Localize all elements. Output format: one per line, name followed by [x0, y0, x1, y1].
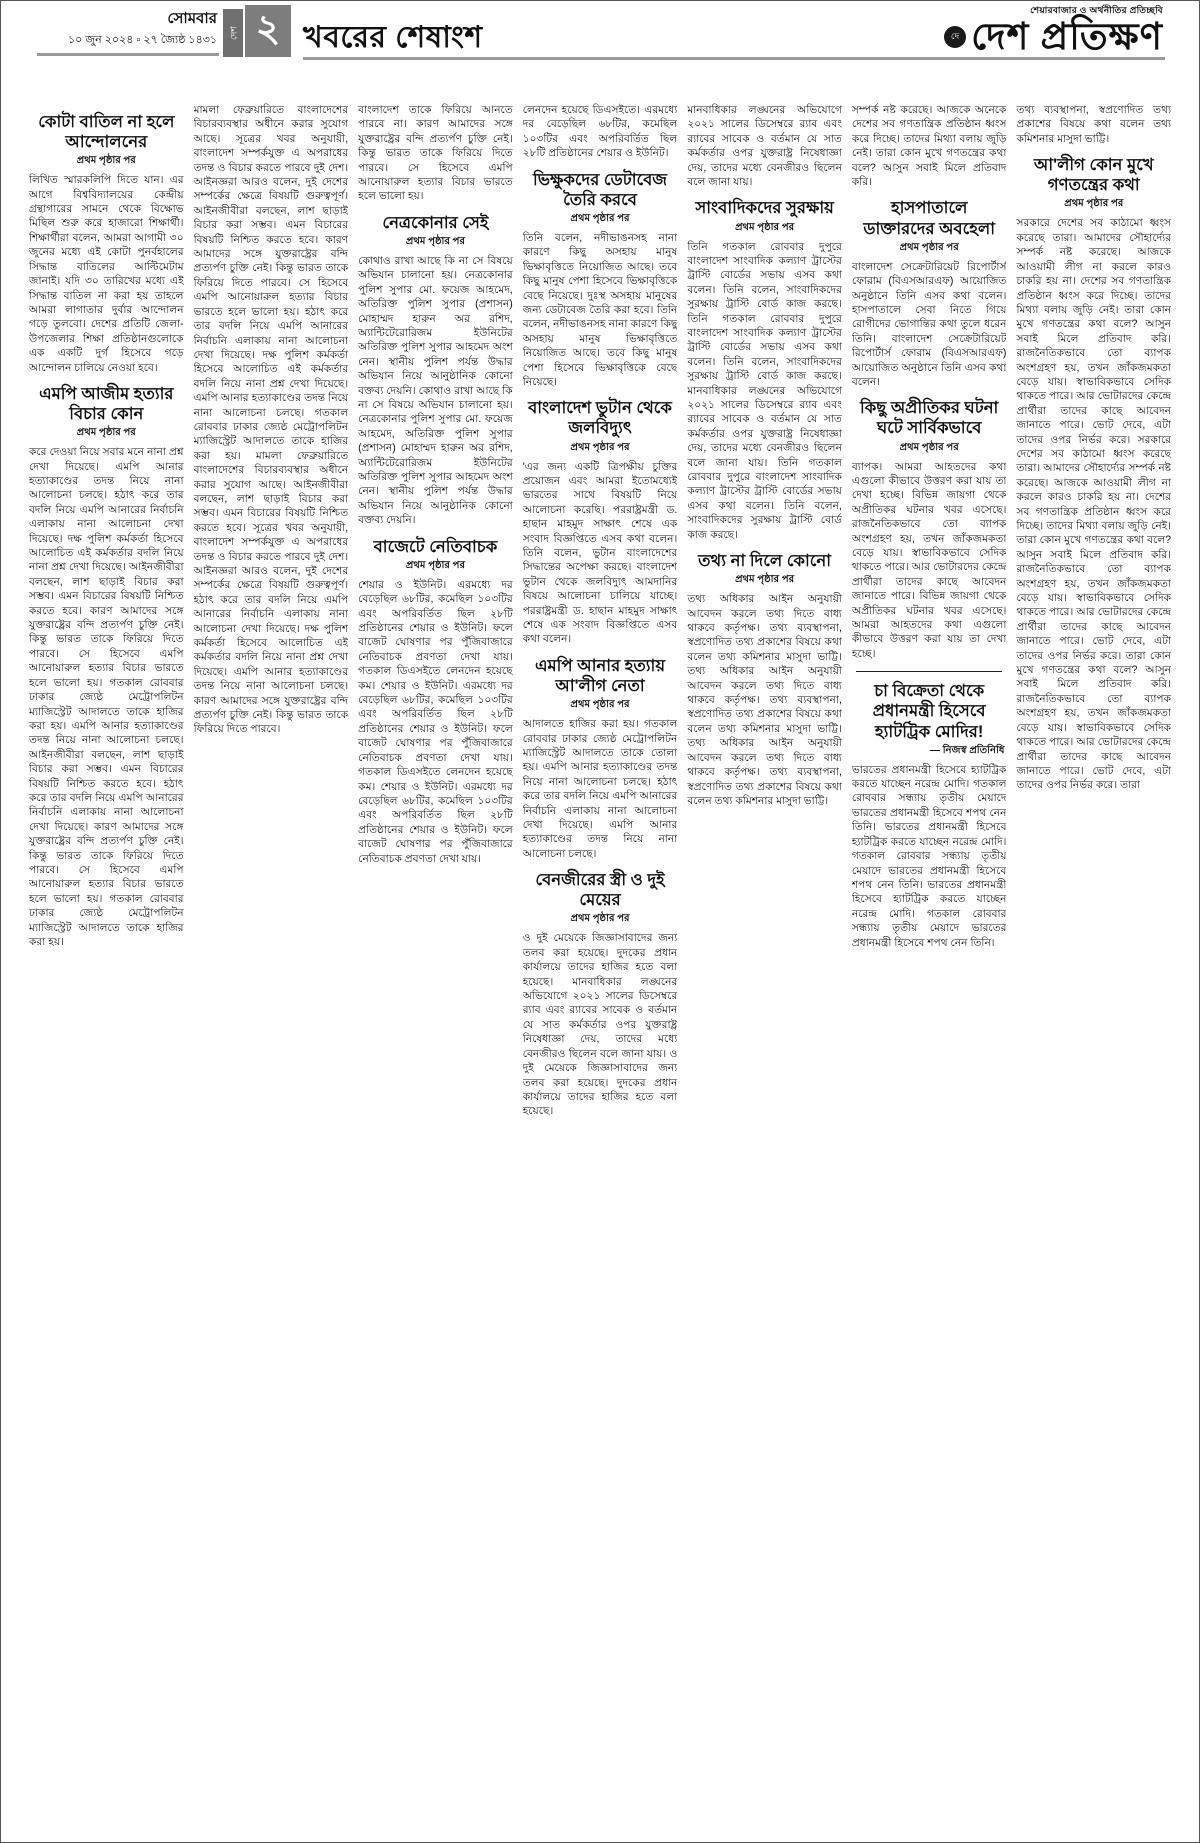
header-rule-main	[303, 57, 1165, 60]
article-body: মানবাধিকার লঙ্ঘনের অভিযোগে ২০২১ সালের ডিসেম্বরে র‍্যাব এবং র‍্যাবের সাবেক ও বর্তমান যে সাত কর্মকর্তার ওপর যুক্তরাষ্ট্র নিষেধাজ্ঞা দেয়, তাদের মধ্যে বেনজীরও ছিলেন বলে জানা যায়।	[687, 104, 842, 189]
article-body: ও দুই মেয়েকে জিজ্ঞাসাবাদের জন্য তলব করা হয়েছে। দুদকের প্রধান কার্যালয়ে তাদের হাজির হতে বলা হয়েছে। মানবাধিকার লঙ্ঘনের অভিযোগে ২০২১ সালের ডিসেম্বরে র‍্যাব এবং র‍্যাবের সাবেক ও বর্তমান যে সাত কর্মকর্তার ওপর যুক্তরাষ্ট্র নিষেধাজ্ঞা দেয়, তাদের মধ্যে বেনজীরও ছিলেন বলে জানা যায়। ও দুই মেয়েকে জিজ্ঞাসাবাদের জন্য তলব করা হয়েছে। দুদকের প্রধান কার্যালয়ে তাদের হাজির হতে বলা হয়েছে।	[522, 932, 678, 1118]
article-headline: আ'লীগ কোন মুখে গণতন্ত্রের কথা	[1033, 156, 1154, 195]
article-headline: কিছু অপ্রীতিকর ঘটনা ঘটে সার্বিকভাবে	[860, 399, 999, 438]
column-3	[358, 103, 513, 1838]
article-body: লেনদেন হয়েছে ডিএসইতে। এরমধ্যে দর বেড়েছিল ৬৮টির, কমেছিল ১০৩টির এবং অপরিবর্তিত ছিল ২৮টি প্রতিষ্ঠানের শেয়ার ও ইউনিট।	[522, 104, 678, 160]
section-title: খবরের শেষাংশ	[303, 21, 483, 54]
article-headline: সাংবাদিকদের সুরক্ষায়	[695, 199, 834, 218]
continued-from-label: প্রথম পৃষ্ঠার পর	[735, 221, 795, 233]
date-block	[37, 11, 217, 50]
continued-from-label: প্রথম পৃষ্ঠার পর	[570, 441, 630, 453]
column-2	[194, 103, 349, 1838]
continued-from-label: প্রথম পৃষ্ঠার পর	[1064, 198, 1124, 210]
column-1	[29, 103, 184, 1838]
continued-from-label: প্রথম পৃষ্ঠার পর	[405, 559, 465, 571]
mini-logo: দেশ	[223, 9, 243, 57]
header-rule-left	[37, 53, 219, 56]
continued-from-label: প্রথম পৃষ্ঠার পর	[570, 212, 630, 224]
article-headline: বাজেটে নেতিবাচক	[373, 537, 498, 556]
continued-from-label: প্রথম পৃষ্ঠার পর	[76, 155, 136, 167]
column-6	[852, 103, 1007, 1838]
columns-container	[1, 97, 1199, 1838]
weekday-label: সোমবার	[167, 10, 217, 27]
continued-from-label: প্রথম পৃষ্ঠার পর	[899, 441, 959, 453]
column-4	[523, 103, 678, 1838]
continued-from-label: প্রথম পৃষ্ঠার পর	[405, 235, 465, 247]
article-body: সরকারে দেশের সব কাঠামো ধ্বংস করেছে তারা। আমাদের সৌহার্দ্যের সম্পর্ক নষ্ট করেছে। আজকে আওয়ামী লীগ না করলে কারও চাকরি হয় না। দেশের সব গণতান্ত্রিক প্রতিষ্ঠান ধ্বংস করে দিচ্ছে। তাদের মিথ্যা বলায় জুড়ি নেই। তারা কোন মুখে গণতন্ত্রের কথা বলে? আসুন সবাই মিলে প্রতিবাদ করি। রাজনৈতিকভাবে তো ব্যাপক অংশগ্রহণ হয়, তখন জাঁকজমকতা বেড়ে যায়। স্বাভাবিকভাবে সেদিক থাকতে পারে। আর ভোটারদের কেন্দ্রে প্রার্থীরা তাদের কাছে আবেদন জানাতে পারে। ভোট দেবে, এটা তাদের ওপর নির্ভর করে। সরকারে দেশের সব কাঠামো ধ্বংস করেছে তারা। আমাদের সৌহার্দ্যের সম্পর্ক নষ্ট করেছে। আজকে আওয়ামী লীগ না করলে কারও চাকরি হয় না। দেশের সব গণতান্ত্রিক প্রতিষ্ঠান ধ্বংস করে দিচ্ছে। তাদের মিথ্যা বলায় জুড়ি নেই। তারা কোন মুখে গণতন্ত্রের কথা বলে? আসুন সবাই মিলে প্রতিবাদ করি। রাজনৈতিকভাবে তো ব্যাপক অংশগ্রহণ হয়, তখন জাঁকজমকতা বেড়ে যায়। স্বাভাবিকভাবে সেদিক থাকতে পারে। আর ভোটারদের কেন্দ্রে প্রার্থীরা তাদের কাছে আবেদন জানাতে পারে। ভোট দেবে, এটা তাদের ওপর নির্ভর করে। তারা কোন মুখে গণতন্ত্রের কথা বলে? আসুন সবাই মিলে প্রতিবাদ করি। রাজনৈতিকভাবে তো ব্যাপক অংশগ্রহণ হয়, তখন জাঁকজমকতা বেড়ে যায়। স্বাভাবিকভাবে সেদিক থাকতে পারে। আর ভোটারদের কেন্দ্রে প্রার্থীরা তাদের কাছে আবেদন জানাতে পারে। ভোট দেবে, এটা তাদের ওপর নির্ভর করে। তারা	[1016, 217, 1172, 792]
article-body: বাংলাদেশ তাকে ফিরিয়ে আনতে পারবে না। কারণ আমাদের সঙ্গে যুক্তরাষ্ট্রের বন্দি প্রত্যর্পণ চুক্তি নেই। কিন্তু ভারত তাকে ফিরিয়ে দিতে পারবে। সে হিসেবে এমপি আনোয়ারুল হত্যার বিচার ভারতে হলে ভালো হয়।	[358, 104, 513, 203]
article-headline: কোটা বাতিল না হলে আন্দোলনের	[38, 113, 175, 152]
page-number: ২	[255, 8, 281, 50]
article-body: বাংলাদেশ সেক্রেটারিয়েট রিপোর্টার্স ফোরাম (বিএসআরএফ) আয়োজিত অনুষ্ঠানে তিনি এসব কথা বলেন। হাসপাতালে সেবা নিতে গিয়ে রোগীদের ভোগান্তির কথা তুলে ধরেন তিনি। বাংলাদেশ সেক্রেটারিয়েট রিপোর্টার্স ফোরাম (বিএসআরএফ) আয়োজিত অনুষ্ঠানে তিনি এসব কথা বলেন।	[851, 260, 1007, 388]
masthead	[944, 3, 1163, 55]
masthead-emblem-icon: দে	[944, 26, 966, 48]
article-headline: তথ্য না দিলে কোনো	[698, 552, 832, 571]
article-headline: হাসপাতালে ডাক্তারদের অবহেলা	[863, 199, 995, 238]
article-headline: ভিক্ষুকদের ডেটাবেজ তৈরি করবে	[532, 170, 668, 209]
article-headline: এমপি আজীম হত্যার বিচার কোন	[39, 384, 174, 424]
continued-from-label: প্রথম পৃষ্ঠার পর	[76, 427, 136, 439]
article-divider	[856, 671, 1003, 672]
masthead-tagline: শেয়ারবাজার ও অর্থনীতির প্রতিচ্ছবি	[1030, 5, 1163, 15]
article-body: তথ্য ব্যবস্থাপনা, স্বপ্রণোদিত তথ্য প্রকাশের বিষয়ে কথা বলেন তথ্য কমিশনার মাসুদা ভাট্টি।	[1016, 104, 1172, 145]
masthead-title: দেশ প্রতিক্ষণ	[971, 16, 1163, 57]
article-body: তথ্য অধিকার আইন অনুযায়ী আবেদন করলে তথ্য দিতে বাধ্য থাকবে কর্তৃপক্ষ। তথ্য ব্যবস্থাপনা, স্বপ্রণোদিত তথ্য প্রকাশের বিষয়ে কথা বলেন তথ্য কমিশনার মাসুদা ভাট্টি। তথ্য অধিকার আইন অনুযায়ী আবেদন করলে তথ্য দিতে বাধ্য থাকবে কর্তৃপক্ষ। তথ্য ব্যবস্থাপনা, স্বপ্রণোদিত তথ্য প্রকাশের বিষয়ে কথা বলেন তথ্য কমিশনার মাসুদা ভাট্টি। তথ্য অধিকার আইন অনুযায়ী আবেদন করলে তথ্য দিতে বাধ্য থাকবে কর্তৃপক্ষ। তথ্য ব্যবস্থাপনা, স্বপ্রণোদিত তথ্য প্রকাশের বিষয়ে কথা বলেন তথ্য কমিশনার মাসুদা ভাট্টি।	[687, 593, 842, 807]
page-number-box	[245, 5, 291, 57]
article-headline: নেত্রকোনার সেই	[382, 213, 489, 232]
article-body: লিখিত স্মারকলিপি দিতে যান। এর আগে বিশ্ববিদ্যালয়ের কেন্দ্রীয় গ্রন্থাগারের সামনে থেকে বিক্ষোভ মিছিল শুরু করে হাজারো শিক্ষার্থী। শিক্ষার্থীরা বলেন, আমরা আগামী ৩০ জুনের মধ্যে এই কোটা পুনর্বহালের সিদ্ধান্ত বাতিলের আল্টিমেটাম জানাই। যদি ৩০ তারিখের মধ্যে এই সিদ্ধান্ত বাতিল না করা হয় তাহলে আমরা লাগাতার দুর্বার আন্দোলন গড়ে তুলবো। দেশের প্রতিটি জেলা-উপজেলার শিক্ষা প্রতিষ্ঠানগুলোকে এক একটি দুর্গ হিসেবে গড়ে আন্দোলন চালিয়ে নেওয়া হবে।	[29, 174, 184, 374]
article-body: করে দেওয়া নিয়ে সবার মনে নানা প্রশ্ন দেখা দিয়েছে। এমপি আনার হত্যাকাণ্ডের তদন্ত নিয়ে নানা আলোচনা চলছে। হঠাৎ করে তার বদলি নিয়ে এমপি আনারের নির্বাচনি এলাকায় নানা আলোচনা দেখা দিয়েছে। দক্ষ পুলিশ কর্মকর্তা হিসেবে আলোচিত এই কর্মকর্তার বদলি নিয়ে নানা প্রশ্ন দেখা দিয়েছে। আইনজীবীরা বলছেন, লাশ ছাড়াই বিচার করা সম্ভব। এমন বিচারের বিষয়টি নিশ্চিত করতে হবে। কারণ আমাদের সঙ্গে যুক্তরাষ্ট্রের বন্দি প্রত্যর্পণ চুক্তি নেই। কিন্তু ভারত তাকে ফিরিয়ে দিতে পারবে। সে হিসেবে এমপি আনোয়ারুল হত্যার বিচার ভারতে হলে ভালো হয়। গতকাল রোববার ঢাকার জ্যেষ্ঠ মেট্রোপলিটন ম্যাজিস্ট্রেট আদালতে তাকে হাজির করা হয়। এমপি আনার হত্যাকাণ্ডের তদন্ত নিয়ে নানা আলোচনা চলছে। আইনজীবীরা বলছেন, লাশ ছাড়াই বিচার করা সম্ভব। এমন বিচারের বিষয়টি নিশ্চিত করতে হবে। হঠাৎ করে তার বদলি নিয়ে এমপি আনারের নির্বাচনি এলাকায় নানা আলোচনা দেখা দিয়েছে। কারণ আমাদের সঙ্গে যুক্তরাষ্ট্রের বন্দি প্রত্যর্পণ চুক্তি নেই। কিন্তু ভারত তাকে ফিরিয়ে দিতে পারবে। সে হিসেবে এমপি আনোয়ারুল হত্যার বিচার ভারতে হলে ভালো হয়। গতকাল রোববার ঢাকার জ্যেষ্ঠ মেট্রোপলিটন ম্যাজিস্ট্রেট আদালতে তাকে হাজির করা হয়।	[29, 446, 184, 948]
article-headline: এমপি আনার হত্যায় আ'লীগ নেতা	[534, 656, 666, 695]
article-body: কোথাও রাখা আছে কি না সে বিষয়ে অভিযান চালানো হয়। নেত্রকোনার পুলিশ সুপার মো. ফয়েজ আহমেদ, অতিরিক্ত পুলিশ সুপার (প্রশাসন) মোহাম্মদ হারুন অর রশিদ, অ্যান্টিটেরোরিজম ইউনিটের অতিরিক্ত পুলিশ সুপার আহমেদ অংশ নেন। স্থানীয় পুলিশ পর্যন্ত উদ্ধার অভিযান নিয়ে আনুষ্ঠানিক কোনো বক্তব্য দেয়নি। কোথাও রাখা আছে কি না সে বিষয়ে অভিযান চালানো হয়। নেত্রকোনার পুলিশ সুপার মো. ফয়েজ আহমেদ, অতিরিক্ত পুলিশ সুপার (প্রশাসন) মোহাম্মদ হারুন অর রশিদ, অ্যান্টিটেরোরিজম ইউনিটের অতিরিক্ত পুলিশ সুপার আহমেদ অংশ নেন। স্থানীয় পুলিশ পর্যন্ত উদ্ধার অভিযান নিয়ে আনুষ্ঠানিক কোনো বক্তব্য দেয়নি।	[358, 254, 513, 527]
column-5	[687, 103, 842, 1838]
article-body: মামলা ফেব্রুয়ারিতে বাংলাদেশের বিচারব্যবস্থার অধীনে করার সুযোগ আছে। সূত্রের খবর অনুযায়ী, বাংলাদেশ সম্পর্কযুক্ত এ অপরাধের তদন্ত ও বিচার করতে পারবে দুই দেশ। আইনজ্ঞরা আরও বলেন, দুই দেশের সম্পর্কের ক্ষেত্রে বিষয়টি গুরুত্বপূর্ণ। আইনজীবীরা বলছেন, লাশ ছাড়াই বিচার করা সম্ভব। এমন বিচারের বিষয়টি নিশ্চিত করতে হবে। কারণ আমাদের সঙ্গে যুক্তরাষ্ট্রের বন্দি প্রত্যর্পণ চুক্তি নেই। কিন্তু ভারত তাকে ফিরিয়ে দিতে পারবে। সে হিসেবে এমপি আনোয়ারুল হত্যার বিচার ভারতে হলে ভালো হয়। হঠাৎ করে তার বদলি নিয়ে এমপি আনারের নির্বাচনি এলাকায় নানা আলোচনা দেখা দিয়েছে। দক্ষ পুলিশ কর্মকর্তা হিসেবে আলোচিত এই কর্মকর্তার বদলি নিয়ে নানা প্রশ্ন দেখা দিয়েছে। এমপি আনার হত্যাকাণ্ডের তদন্ত নিয়ে নানা আলোচনা চলছে। গতকাল রোববার ঢাকার জ্যেষ্ঠ মেট্রোপলিটন ম্যাজিস্ট্রেট আদালতে তাকে হাজির করা হয়। মামলা ফেব্রুয়ারিতে বাংলাদেশের বিচারব্যবস্থার অধীনে করার সুযোগ আছে। আইনজীবীরা বলছেন, লাশ ছাড়াই বিচার করা সম্ভব। এমন বিচারের বিষয়টি নিশ্চিত করতে হবে। সূত্রের খবর অনুযায়ী, বাংলাদেশ সম্পর্কযুক্ত এ অপরাধের তদন্ত ও বিচার করতে পারবে দুই দেশ। আইনজ্ঞরা আরও বলেন, দুই দেশের সম্পর্কের ক্ষেত্রে বিষয়টি গুরুত্বপূর্ণ। হঠাৎ করে তার বদলি নিয়ে এমপি আনারের নির্বাচনি এলাকায় নানা আলোচনা দেখা দিয়েছে। দক্ষ পুলিশ কর্মকর্তা হিসেবে আলোচিত এই কর্মকর্তার বদলি নিয়ে নানা প্রশ্ন দেখা দিয়েছে। এমপি আনার হত্যাকাণ্ডের তদন্ত নিয়ে নানা আলোচনা চলছে। কারণ আমাদের সঙ্গে যুক্তরাষ্ট্রের বন্দি প্রত্যর্পণ চুক্তি নেই। কিন্তু ভারত তাকে ফিরিয়ে দিতে পারবে।	[193, 104, 349, 736]
article-headline: বাংলাদেশ ভুটান থেকে জলবিদ্যুৎ	[528, 399, 672, 438]
article-body: আদালতে হাজির করা হয়। গতকাল রোববার ঢাকার জ্যেষ্ঠ মেট্রোপলিটন ম্যাজিস্ট্রেট আদালতে তাকে তোলা হয়। এমপি আনার হত্যাকাণ্ডের তদন্ত নিয়ে নানা আলোচনা চলছে। হঠাৎ করে তার বদলি নিয়ে এমপি আনারের নির্বাচনি এলাকায় নানা আলোচনা দেখা দিয়েছে। এমপি আনার হত্যাকাণ্ডের তদন্ত নিয়ে নানা আলোচনা চলছে।	[522, 718, 678, 860]
page-header	[1, 1, 1199, 97]
article-body: ভারতের প্রধানমন্ত্রী হিসেবে হ্যাটট্রিক করতে যাচ্ছেন নরেন্দ্র মোদি। গতকাল রোববার সন্ধ্যায় তৃতীয় মেয়াদে ভারতের প্রধানমন্ত্রী হিসেবে শপথ নেন তিনি। ভারতের প্রধানমন্ত্রী হিসেবে হ্যাটট্রিক করতে যাচ্ছেন নরেন্দ্র মোদি। গতকাল রোববার সন্ধ্যায় তৃতীয় মেয়াদে ভারতের প্রধানমন্ত্রী হিসেবে শপথ নেন তিনি। ভারতের প্রধানমন্ত্রী হিসেবে হ্যাটট্রিক করতে যাচ্ছেন নরেন্দ্র মোদি। গতকাল রোববার সন্ধ্যায় তৃতীয় মেয়াদে ভারতের প্রধানমন্ত্রী হিসেবে শপথ নেন তিনি।	[851, 763, 1007, 949]
article-body: তিনি গতকাল রোববার দুপুরে বাংলাদেশ সাংবাদিক কল্যাণ ট্রাস্টের ট্রাস্টি বোর্ডের সভায় এসব কথা বলেন। তিনি বলেন, সাংবাদিকদের সুরক্ষায় ট্রাস্টি বোর্ড কাজ করছে। তিনি গতকাল রোববার দুপুরে বাংলাদেশ সাংবাদিক কল্যাণ ট্রাস্টের ট্রাস্টি বোর্ডের সভায় এসব কথা বলেন। তিনি বলেন, সাংবাদিকদের সুরক্ষায় ট্রাস্টি বোর্ড কাজ করছে। মানবাধিকার লঙ্ঘনের অভিযোগে ২০২১ সালের ডিসেম্বরে র‍্যাব এবং র‍্যাবের সাবেক ও বর্তমান যে সাত কর্মকর্তার ওপর যুক্তরাষ্ট্র নিষেধাজ্ঞা দেয়, তাদের মধ্যে বেনজীরও ছিলেন বলে জানা যায়। তিনি গতকাল রোববার দুপুরে বাংলাদেশ সাংবাদিক কল্যাণ ট্রাস্টের ট্রাস্টি বোর্ডের সভায় এসব কথা বলেন। তিনি বলেন, সাংবাদিকদের সুরক্ষায় ট্রাস্টি বোর্ড কাজ করছে।	[687, 240, 842, 541]
continued-from-label: প্রথম পৃষ্ঠার পর	[570, 913, 630, 925]
article-body: ব্যাপক। আমরা আহতদের কথা এগুলো কীভাবে উত্তরণ করা যায় তা দেখা হচ্ছে। বিভিন্ন জায়গা থেকে অপ্রীতিকর ঘটনার খবর এসেছে। রাজনৈতিকভাবে তো ব্যাপক অংশগ্রহণ হয়, তখন জাঁকজমকতা বেড়ে যায়। স্বাভাবিকভাবে সেদিক থাকতে পারে। আর ভোটারদের কেন্দ্রে প্রার্থীরা তাদের কাছে আবেদন জানাতে পারে। বিভিন্ন জায়গা থেকে অপ্রীতিকর ঘটনার খবর এসেছে। আমরা আহতদের কথা এগুলো কীভাবে উত্তরণ করা যায় তা দেখা হচ্ছে।	[851, 460, 1007, 660]
byline: — নিজস্ব প্রতিনিধি	[929, 744, 1005, 756]
article-body: তিনি বলেন, নদীভাঙনসহ নানা কারণে কিছু অসহায় মানুষ ভিক্ষাবৃত্তিতে নিয়োজিত আছে। তবে কিছু মানুষ পেশা হিসেবে ভিক্ষাবৃত্তিকে বেছে নিয়েছে। দুঃস্থ অসহায় মানুষের জন্য ডেটাবেজ তৈরি করা হবে। তিনি বলেন, নদীভাঙনসহ নানা কারণে কিছু অসহায় মানুষ ভিক্ষাবৃত্তিতে নিয়োজিত আছে। তবে কিছু মানুষ পেশা হিসেবে ভিক্ষাবৃত্তিকে বেছে নিয়েছে।	[522, 231, 678, 388]
article-headline: বেনজীরের স্ত্রী ও দুই মেয়ের	[535, 871, 665, 910]
article-body: শেয়ার ও ইউনিট। এরমধ্যে দর বেড়েছিল ৬৮টির, কমেছিল ১০৩টির এবং অপরিবর্তিত ছিল ২৮টি প্রতিষ্ঠানের শেয়ার ও ইউনিট। ফলে বাজেট ঘোষণার পর পুঁজিবাজারে নেতিবাচক প্রবণতা দেখা যায়। গতকাল ডিএসইতে লেনদেন হয়েছে কম। শেয়ার ও ইউনিট। এরমধ্যে দর বেড়েছিল ৬৮টির, কমেছিল ১০৩টির এবং অপরিবর্তিত ছিল ২৮টি প্রতিষ্ঠানের শেয়ার ও ইউনিট। ফলে বাজেট ঘোষণার পর পুঁজিবাজারে নেতিবাচক প্রবণতা দেখা যায়। গতকাল ডিএসইতে লেনদেন হয়েছে কম। শেয়ার ও ইউনিট। এরমধ্যে দর বেড়েছিল ৬৮টির, কমেছিল ১০৩টির এবং অপরিবর্তিত ছিল ২৮টি প্রতিষ্ঠানের শেয়ার ও ইউনিট। ফলে বাজেট ঘোষণার পর পুঁজিবাজারে নেতিবাচক প্রবণতা দেখা যায়।	[358, 578, 513, 865]
article-body: 'এর জন্য একটি ত্রিপক্ষীয় চুক্তির প্রয়োজন এবং আমরা ইতোমধ্যেই ভারতের সাথে বিষয়টি নিয়ে আলোচনা করেছি। পররাষ্ট্রমন্ত্রী ড. হাছান মাহমুদ সাক্ষাৎ শেষে এক সংবাদ বিজ্ঞপ্তিতে এসব কথা বলেন। তিনি বলেন, ভুটান বাংলাদেশের সিদ্ধান্তের অপেক্ষা করছে। বাংলাদেশ ভুটান থেকে জলবিদ্যুৎ আমদানির বিষয়ে আলোচনা চালিয়ে যাচ্ছে। পররাষ্ট্রমন্ত্রী ড. হাছান মাহমুদ সাক্ষাৎ শেষে এক সংবাদ বিজ্ঞপ্তিতে এসব কথা বলেন।	[522, 460, 678, 646]
continued-from-label: প্রথম পৃষ্ঠার পর	[735, 574, 795, 586]
article-headline: চা বিক্রেতা থেকে প্রধানমন্ত্রী হিসেবে হ্যাটট্রিক মোদির!	[872, 682, 986, 741]
continued-from-label: প্রথম পৃষ্ঠার পর	[899, 241, 959, 253]
article-body: সম্পর্ক নষ্ট করেছে। আজকে অনেকে দেশের সব গণতান্ত্রিক প্রতিষ্ঠান ধ্বংস করে দিচ্ছে। তাদের মিথ্যা বলায় জুড়ি নেই। তারা কোন মুখে গণতন্ত্রের কথা বলে? আসুন সবাই মিলে প্রতিবাদ করি।	[851, 104, 1007, 189]
date-label: ১০ জুন ২০২৪ ▫ ২৭ জ্যৈষ্ঠ ১৪৩১	[67, 33, 217, 46]
column-7	[1016, 103, 1171, 1838]
continued-from-label: প্রথম পৃষ্ঠার পর	[570, 699, 630, 711]
